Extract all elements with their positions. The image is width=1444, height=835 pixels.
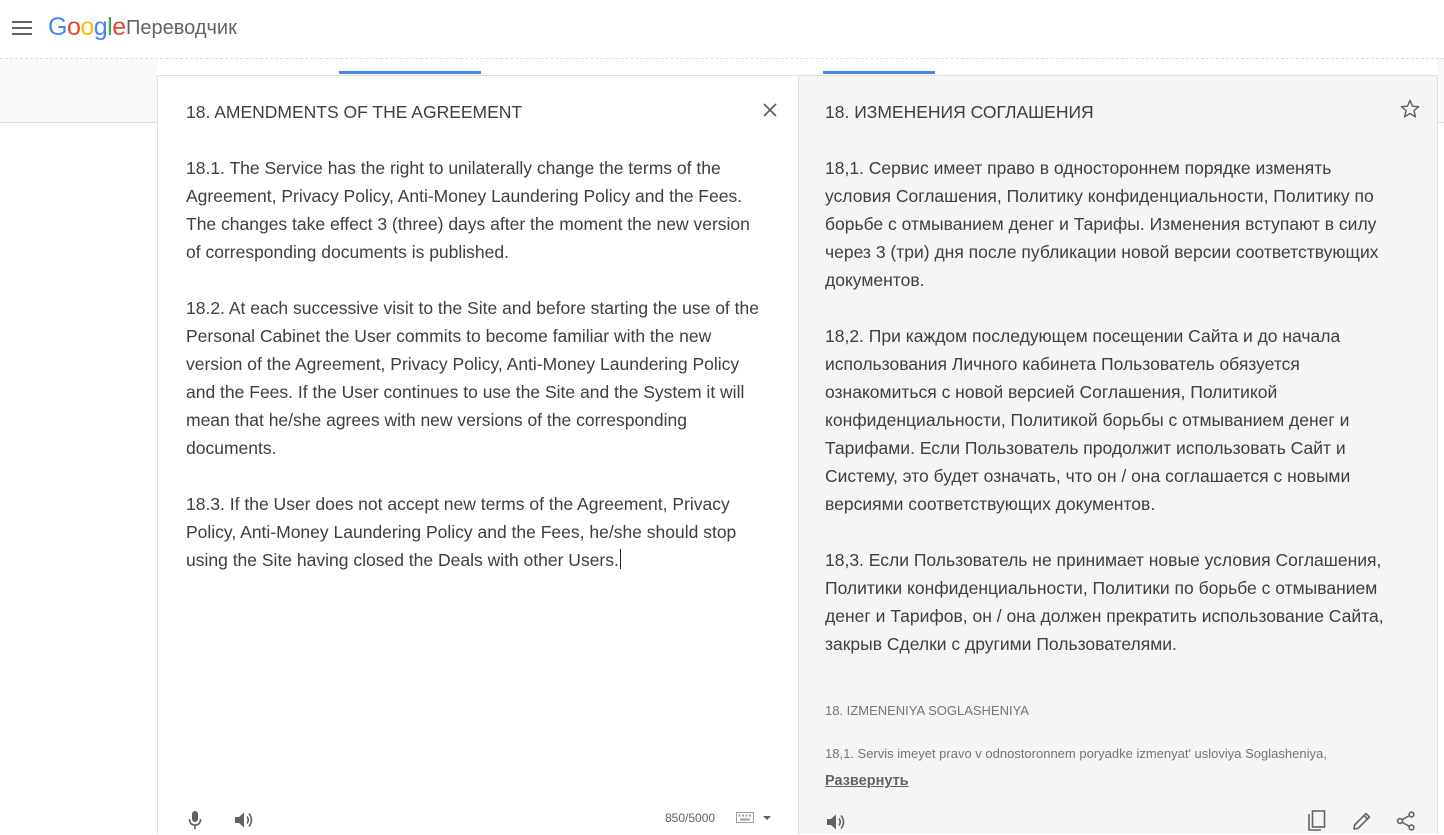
text-cursor [620, 549, 621, 569]
clear-source-button[interactable] [758, 98, 782, 122]
translation-paragraph: 18,1. Сервис имеет право в одностороннем порядке изменять условия Соглашения, Политику конфиденциальности, Политику по борьбе с отмыванием денег и Тарифы. Изменения вступают в силу через 3 (три) дня после публикации новой версии соответствующих документов. [825, 158, 1379, 290]
right-background-strip [1437, 59, 1444, 123]
expand-transliteration-link[interactable]: Развернуть [825, 773, 909, 789]
logo-letter: l [107, 13, 113, 41]
logo-letter: g [93, 13, 108, 41]
microphone-icon [188, 810, 202, 830]
google-logo[interactable] [48, 13, 126, 42]
source-textarea[interactable] [186, 98, 761, 602]
character-counter: 850/5000 [665, 811, 716, 825]
input-tools-button[interactable] [736, 812, 772, 823]
listen-translation-button[interactable] [823, 809, 849, 835]
speaker-icon [826, 813, 846, 831]
translation-paragraph: 18,3. Если Пользователь не принимает новые условия Соглашения, Политики конфиденциальности, Политики по борьбе с отмыванием денег и Тарифов, он / она должен прекратить использование Сайта, закрыв Сделки с другими Пользователями. [825, 550, 1384, 654]
share-translation-button[interactable] [1393, 808, 1419, 834]
translation-paragraph: 18,2. При каждом последующем посещении Сайта и до начала использования Личного кабинета Пользователь обязуется ознакомиться с новой версией Соглашения, Политикой конфиденциальности, Политикой борьбы с отмыванием денег и Тарифами. Если Пользователь продолжит использовать Сайт и Систему, это будет означать, что он / она соглашается с новыми версиями соответствующих документов. [825, 326, 1351, 514]
voice-input-button[interactable] [182, 807, 208, 833]
logo-letter: o [80, 13, 94, 41]
transliteration-title: 18. IZMENENIYA SOGLASHENIYA [825, 703, 1029, 718]
source-title: 18. AMENDMENTS OF THE AGREEMENT [186, 102, 523, 122]
translation-text [825, 98, 1385, 686]
suggest-edit-button[interactable] [1349, 808, 1375, 834]
left-background-strip [0, 59, 157, 123]
hamburger-menu-icon [12, 20, 32, 36]
language-tab-row [157, 59, 1437, 76]
copy-translation-button[interactable] [1304, 808, 1330, 834]
listen-source-button[interactable] [231, 807, 257, 833]
app-header [0, 0, 1444, 58]
copy-icon [1308, 810, 1326, 832]
close-icon [762, 102, 778, 118]
source-language-tab-indicator [339, 71, 481, 74]
keyboard-icon [736, 812, 754, 823]
transliteration-text: 18,1. Servis imeyet pravo v odnostoronnem poryadke izmenyat' usloviya Soglasheniya, [825, 746, 1327, 761]
star-icon [1399, 98, 1421, 120]
edit-icon [1352, 811, 1372, 831]
source-text-panel [157, 76, 799, 834]
target-language-tab-indicator [823, 71, 935, 74]
save-translation-button[interactable] [1398, 97, 1422, 121]
logo-letter: e [112, 13, 126, 41]
logo-letter: G [48, 13, 67, 41]
source-paragraph-text: 18.3. If the User does not accept new terms of the Agreement, Privacy Policy, Anti-Money Laundering Policy and the Fees, he/she should stop using the Site having closed the Deals with other Users. [186, 494, 737, 570]
product-name: Переводчик [126, 17, 237, 39]
translation-panel [799, 76, 1438, 834]
translation-title: 18. ИЗМЕНЕНИЯ СОГЛАШЕНИЯ [825, 102, 1094, 122]
source-paragraph [186, 490, 761, 574]
main-menu-button[interactable] [8, 14, 36, 42]
speaker-icon [234, 811, 254, 829]
dropdown-arrow-icon [762, 815, 772, 821]
source-paragraph: 18.1. The Service has the right to unilaterally change the terms of the Agreement, Privacy Policy, Anti-Money Laundering Policy and the Fees. The changes take effect 3 (three) days after the moment the new version of corresponding documents is published. [186, 158, 750, 262]
share-icon [1396, 811, 1416, 831]
source-paragraph: 18.2. At each successive visit to the Site and before starting the use of the Personal Cabinet the User commits to become familiar with the new version of the Agreement, Privacy Policy, Anti-Money Laundering Policy and the Fees. If the User continues to use the Site and the System it will mean that he/she agrees with new versions of the corresponding documents. [186, 298, 759, 458]
logo-letter: o [66, 13, 81, 41]
